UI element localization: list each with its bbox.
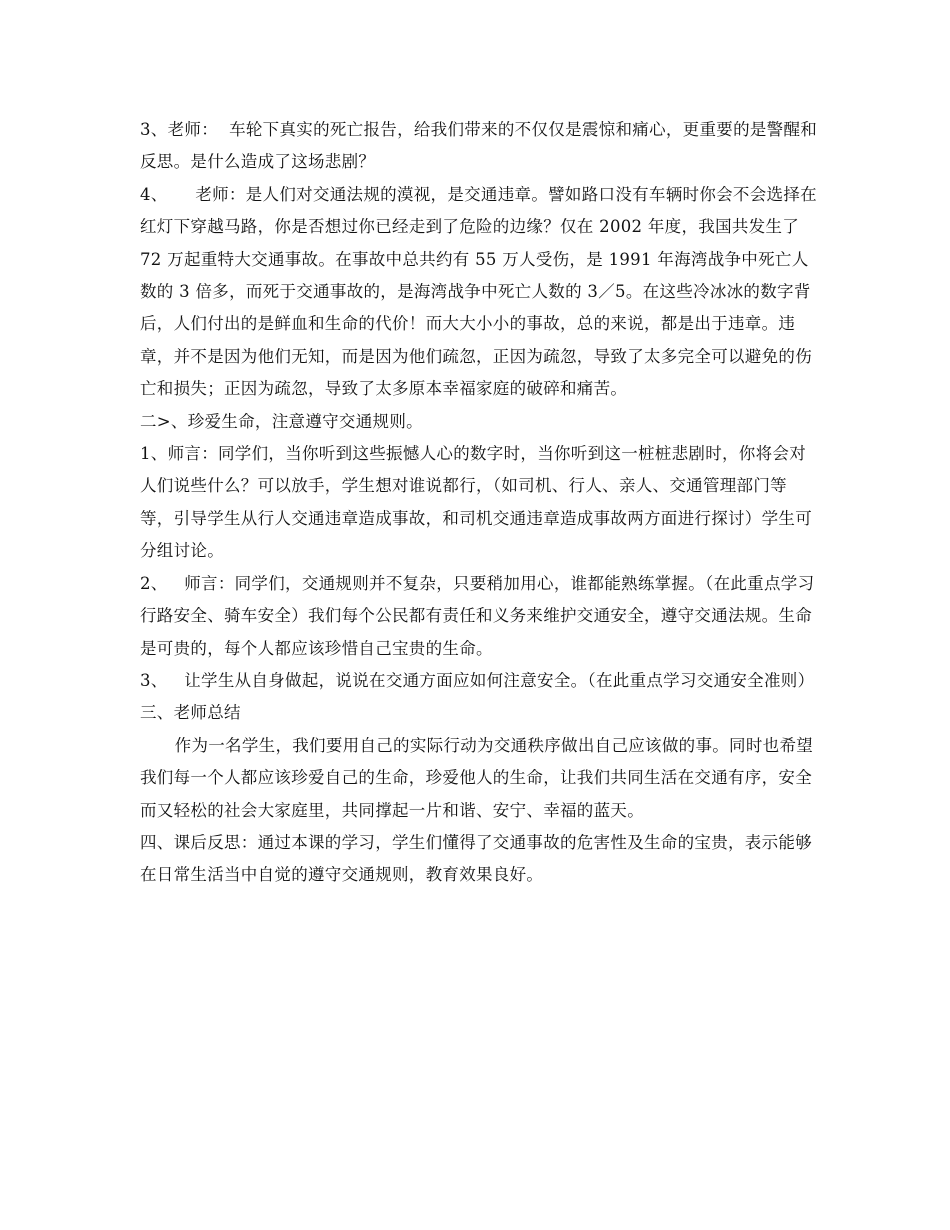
paragraph-summary: 作为一名学生，我们要用自己的实际行动为交通秩序做出自己应该做的事。同时也希望我们每一个人都应该珍爱自己的生命，珍爱他人的生命，让我们共同生活在交通有序，安全而又轻松的社会大家庭里，共同撑起一片和谐、安宁、幸福的蓝天。 — [140, 735, 814, 820]
paragraph-step-2: 2、 师言：同学们，交通规则并不复杂，只要稍加用心，谁都能熟练掌握。（在此重点学习行路安全、骑车安全）我们每个公民都有责任和义务来维护交通安全，遵守交通法规。生命是可贵的，每个人都应该珍惜自己宝贵的生命。 — [140, 573, 815, 658]
paragraph-teacher-4: 4、 老师：是人们对交通法规的漠视，是交通违章。譬如路口没有车辆时你会不会选择在红灯下穿越马路，你是否想过你已经走到了危险的边缘？仅在 2002 年度，我国共发生了 72 万起重特大交通事故。在事故中总共约有 55 万人受伤，是 1991 年海湾战争中死亡人数的 3 倍多，而死于交通事故的，是海湾战争中死亡人数的 3／5。在这些冷冰冰的数字背后，人们付出的是鲜血和生命的代价！而大大小小的事故，总的来说，都是出于违章。违章，并不是因为他们无知，而是因为他们疏忽，正因为疏忽，导致了太多完全可以避免的伤亡和损失；正因为疏忽，导致了太多原本幸福家庭的破碎和痛苦。 — [140, 184, 817, 399]
document-body — [140, 114, 820, 892]
paragraph-reflection: 四、课后反思：通过本课的学习，学生们懂得了交通事故的危害性及生命的宝贵，表示能够在日常生活当中自觉的遵守交通规则，教育效果良好。 — [140, 832, 812, 885]
paragraph-step-3: 3、 让学生从自身做起，说说在交通方面应如何注意安全。（在此重点学习交通安全准则）三、老师总结 — [140, 670, 815, 723]
section-heading-cherish-life: 二>、珍爱生命，注意遵守交通规则。 — [140, 411, 423, 431]
paragraph-step-1: 1、师言：同学们，当你听到这些振憾人心的数字时，当你听到这一桩桩悲剧时，你将会对人们说些什么？可以放手，学生想对谁说都行，（如司机、行人、亲人、交通管理部门等等，引导学生从行人交通违章造成事故，和司机交通违章造成事故两方面进行探讨）学生可分组讨论。 — [140, 444, 812, 561]
paragraph-teacher-3: 3、老师： 车轮下真实的死亡报告，给我们带来的不仅仅是震惊和痛心，更重要的是警醒和反思。是什么造成了这场悲剧？ — [140, 120, 818, 172]
